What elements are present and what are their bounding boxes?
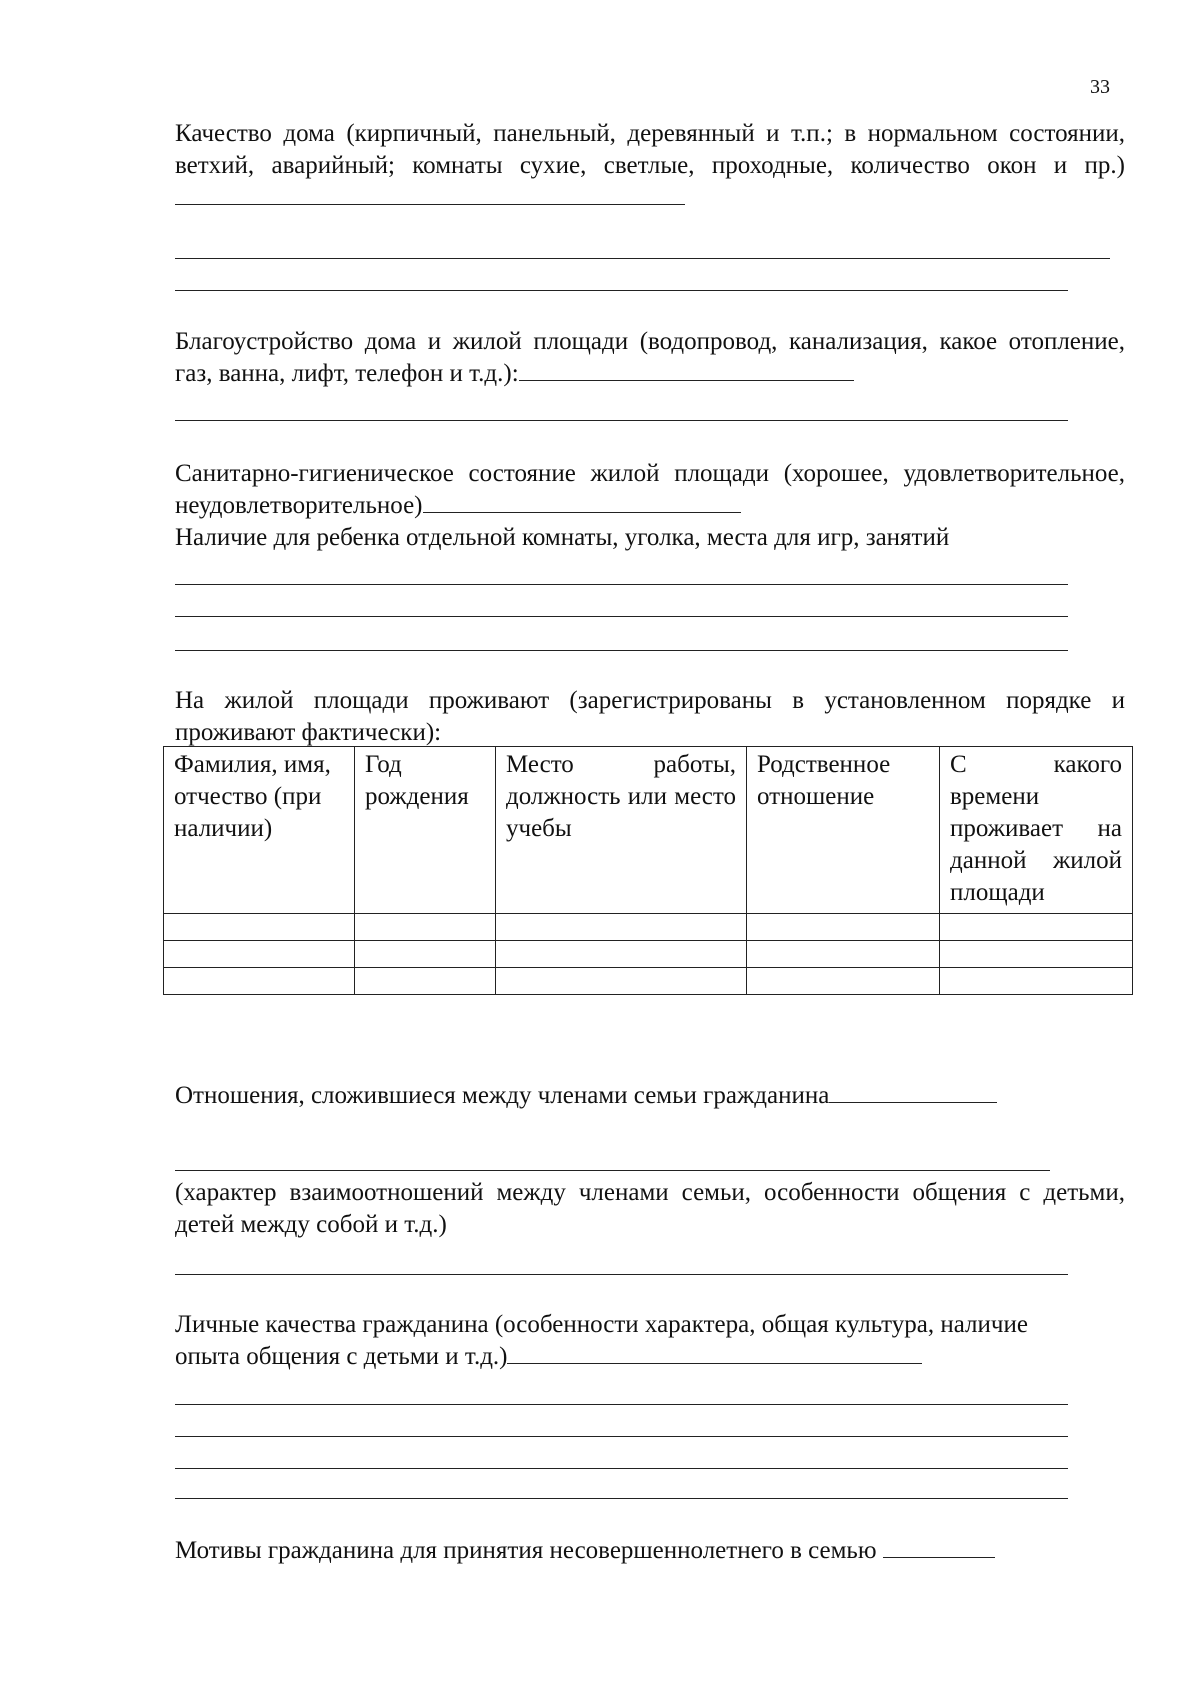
table-cell[interactable] <box>940 914 1133 941</box>
child-room-line-3[interactable] <box>175 650 1068 651</box>
relations-line[interactable] <box>175 1274 1068 1275</box>
amenities-label: Благоустройство дома и жилой площади (водопровод, канализация, какое отопление, газ, ванна, лифт, телефон и т.д.): <box>175 328 1125 387</box>
personal-qualities-field[interactable] <box>507 1341 922 1364</box>
motives-paragraph <box>175 1535 1125 1567</box>
table-cell[interactable] <box>355 941 496 968</box>
table-cell[interactable] <box>747 968 940 995</box>
sanitary-paragraph <box>175 458 1125 522</box>
family-relations-field[interactable] <box>829 1080 997 1103</box>
table-row <box>164 968 1133 995</box>
table-cell[interactable] <box>496 914 747 941</box>
child-room-label: Наличие для ребенка отдельной комнаты, уголка, места для игр, занятий <box>175 524 950 551</box>
personal-qualities-line-4[interactable] <box>175 1468 1068 1469</box>
residents-header-row <box>164 747 1133 914</box>
personal-qualities-paragraph <box>175 1309 1055 1373</box>
residents-intro-label: На жилой площади проживают (зарегистрированы в установленном порядке и проживают фактически): <box>175 687 1125 746</box>
header-residence-since: С какого времени проживает на данной жилой площади <box>940 747 1133 914</box>
house-quality-line-2[interactable] <box>175 258 1110 259</box>
table-cell[interactable] <box>496 941 747 968</box>
table-cell[interactable] <box>355 968 496 995</box>
personal-qualities-line-5[interactable] <box>175 1498 1068 1499</box>
house-quality-field[interactable] <box>175 182 685 205</box>
table-cell[interactable] <box>940 941 1133 968</box>
child-room-line-1[interactable] <box>175 584 1068 585</box>
header-full-name: Фамилия, имя, отчество (при наличии) <box>164 747 355 914</box>
table-cell[interactable] <box>164 914 355 941</box>
relations-hint-paragraph <box>175 1177 1125 1241</box>
table-cell[interactable] <box>747 941 940 968</box>
motives-field[interactable] <box>883 1535 995 1558</box>
header-birth-year: Год рождения <box>355 747 496 914</box>
house-quality-label: Качество дома (кирпичный, панельный, деревянный и т.п.; в нормальном состоянии, ветхий, аварийный; комнаты сухие, светлые, проходные, количество окон и пр.) <box>175 120 1125 179</box>
amenities-paragraph <box>175 326 1125 390</box>
amenities-line-2[interactable] <box>175 420 1068 421</box>
table-row <box>164 941 1133 968</box>
residents-table <box>163 746 1133 995</box>
house-quality-line-3[interactable] <box>175 290 1068 291</box>
sanitary-label: Санитарно-гигиеническое состояние жилой площади (хорошее, удовлетворительное, неудовлетворительное) <box>175 460 1125 519</box>
house-quality-paragraph <box>175 118 1125 214</box>
amenities-field[interactable] <box>519 358 854 381</box>
sanitary-field[interactable] <box>423 490 741 513</box>
table-cell[interactable] <box>164 968 355 995</box>
child-room-paragraph <box>175 522 1125 554</box>
table-cell[interactable] <box>496 968 747 995</box>
residents-intro-paragraph <box>175 685 1125 749</box>
personal-qualities-line-3[interactable] <box>175 1436 1068 1437</box>
motives-label: Мотивы гражданина для принятия несовершеннолетнего в семью <box>175 1537 877 1564</box>
family-relations-label: Отношения, сложившиеся между членами семьи гражданина <box>175 1082 830 1109</box>
relations-hint-label: (характер взаимоотношений между членами семьи, особенности общения с детьми, детей между собой и т.д.) <box>175 1179 1125 1238</box>
table-row <box>164 914 1133 941</box>
child-room-line-2[interactable] <box>175 616 1068 617</box>
table-cell[interactable] <box>355 914 496 941</box>
header-relationship: Родственное отношение <box>747 747 940 914</box>
page-number: 33 <box>1090 76 1110 98</box>
family-relations-line-2[interactable] <box>175 1170 1050 1171</box>
table-cell[interactable] <box>747 914 940 941</box>
header-workplace: Место работы, должность или место учебы <box>496 747 747 914</box>
personal-qualities-line-2[interactable] <box>175 1404 1068 1405</box>
table-cell[interactable] <box>940 968 1133 995</box>
table-cell[interactable] <box>164 941 355 968</box>
personal-qualities-label: Личные качества гражданина (особенности характера, общая культура, наличие опыта общения с детьми и т.д.) <box>175 1311 1028 1370</box>
family-relations-paragraph <box>175 1080 1125 1112</box>
